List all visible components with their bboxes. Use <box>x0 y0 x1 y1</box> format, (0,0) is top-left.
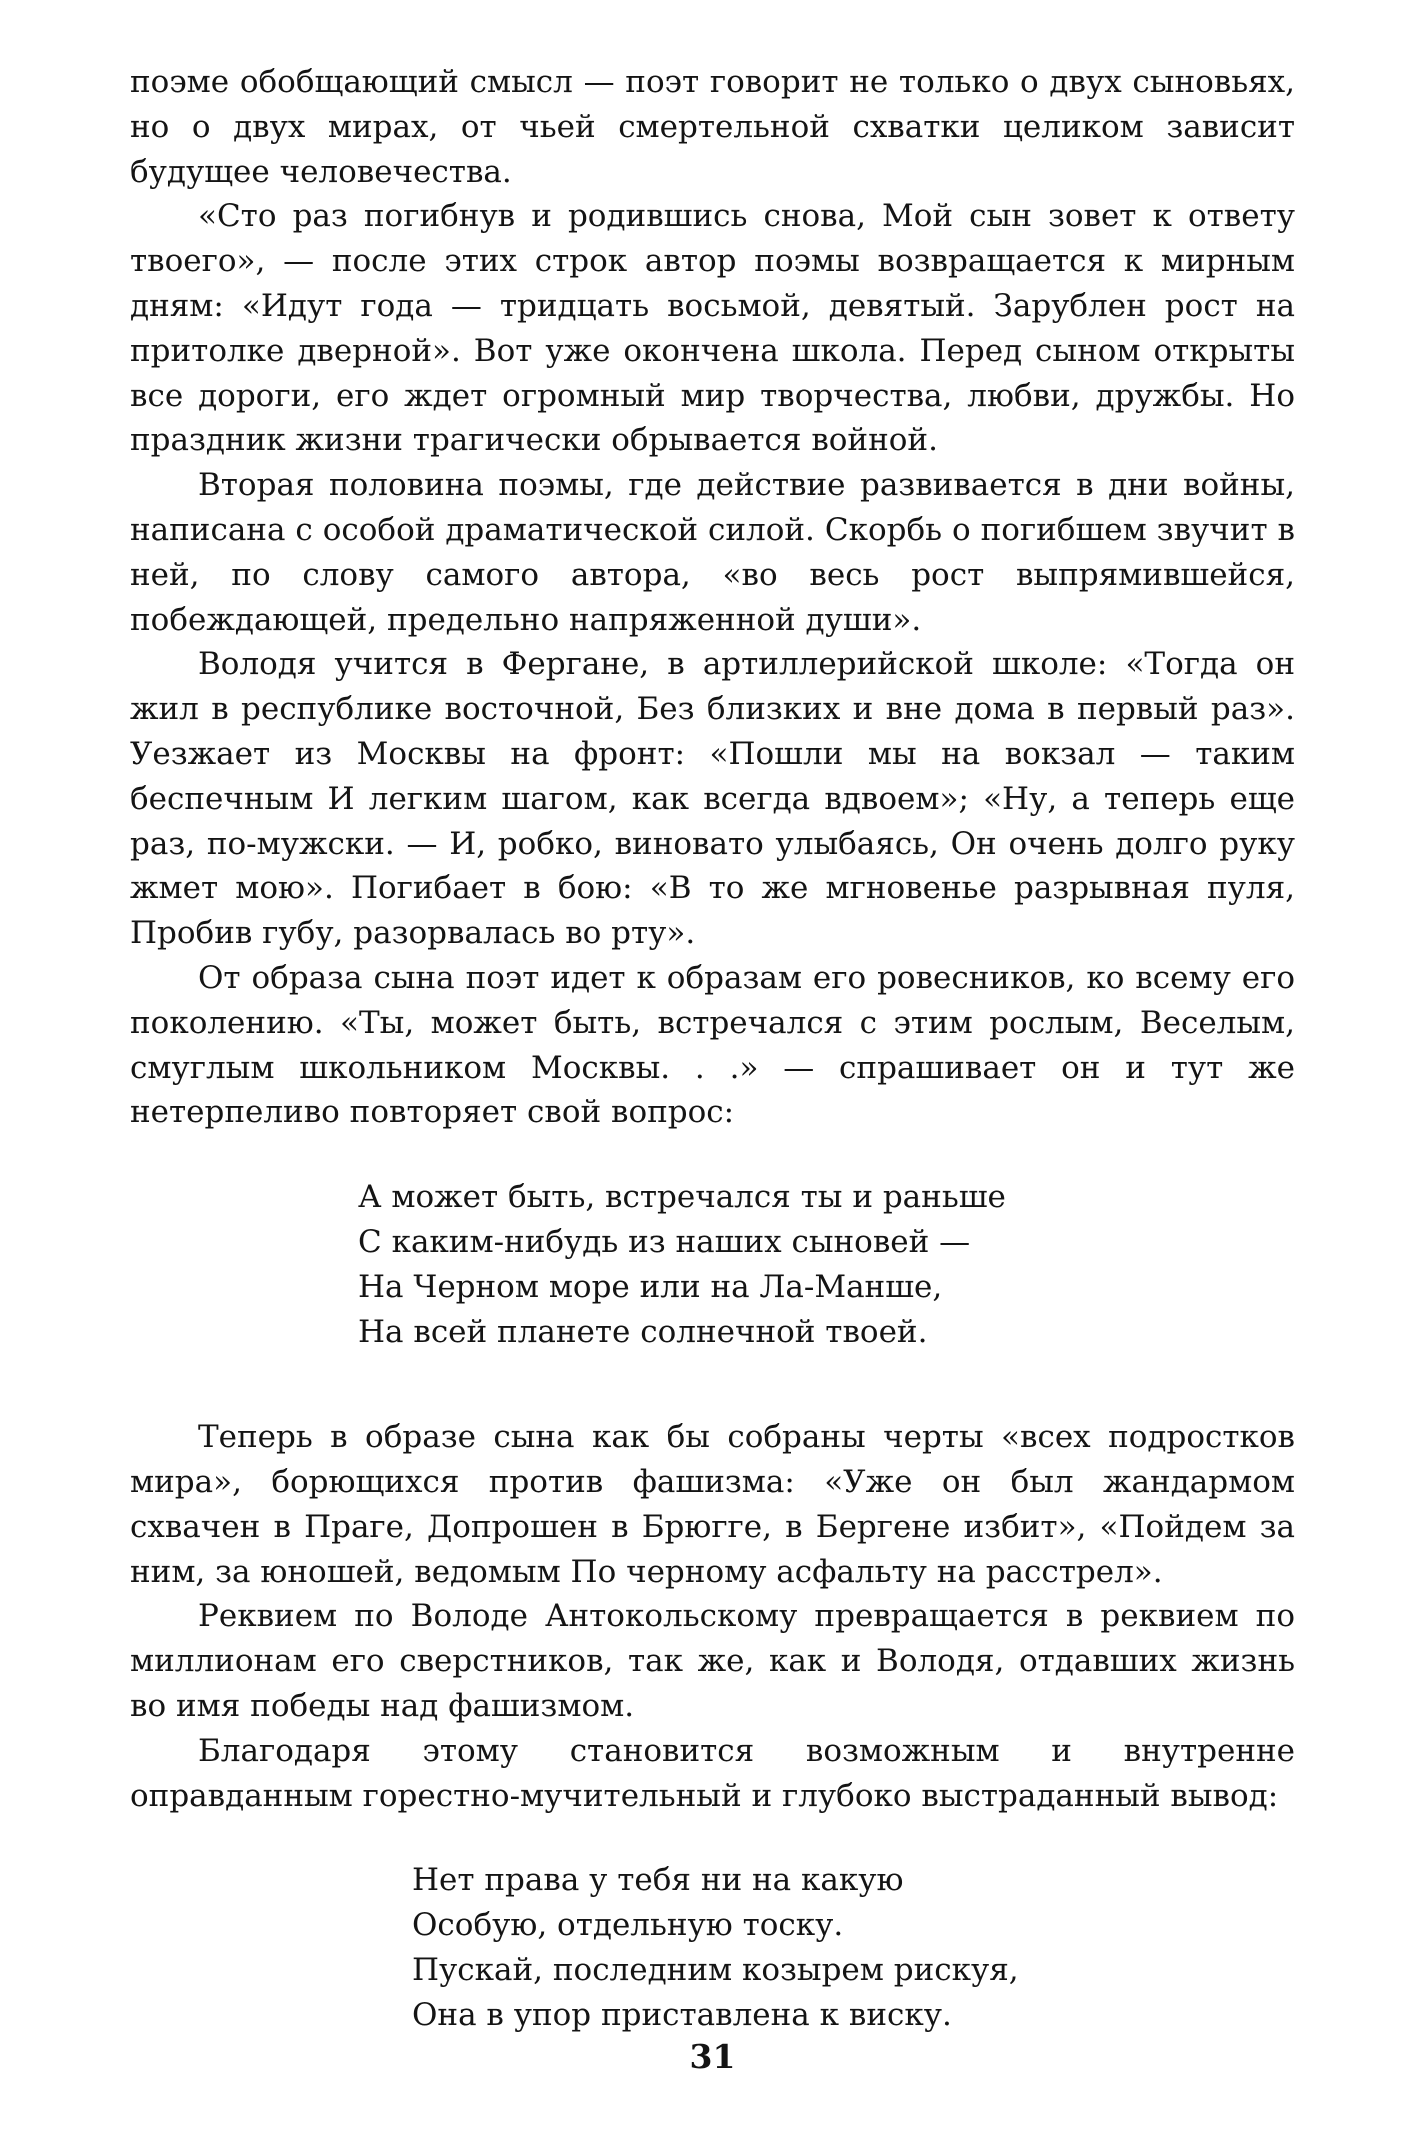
page-number: 31 <box>689 2037 736 2076</box>
verse-line: Особую, отдельную тоску. <box>412 1907 844 1944</box>
verse-quote <box>130 1175 1295 1355</box>
verse-line: На Черном море или на Ла-Манше, <box>358 1269 943 1306</box>
verse-line: А может быть, встречался ты и раньше <box>358 1179 1006 1216</box>
paragraph: Благодаря этому становится возможным и внутренне оправданным горестно-мучительный и глубоко выстраданный вывод: <box>130 1732 1295 1814</box>
verse-line: С каким-нибудь из наших сыновей — <box>358 1224 971 1261</box>
page-body <box>130 60 1295 2038</box>
paragraph: Реквием по Володе Антокольскому превращается в реквием по миллионам его сверстников, так же, как и Володя, отдавших жизнь во имя победы над фашизмом. <box>130 1598 1295 1724</box>
paragraph: Теперь в образе сына как бы собраны черты «всех подростков мира», борющихся против фашизма: «Уже он был жандармом схвачен в Праге, Допрошен в Брюгге, в Бергене избит», «Пойдем за ним, за юношей, ведомым По черному асфальту на расстрел». <box>130 1419 1295 1590</box>
paragraph-continuation: поэме обобщающий смысл — поэт говорит не только о двух сыновьях, но о двух мирах, от чьей смертельной схватки целиком зависит будущее человечества. <box>130 64 1295 190</box>
paragraph: «Сто раз погибнув и родившись снова, Мой сын зовет к ответу твоего», — после этих строк автор поэмы возвращается к мирным дням: «Идут года — тридцать восьмой, девятый. Зарублен рост на притолке дверной». Вот уже окончена школа. Перед сыном открыты все дороги, его ждет огромный мир творчества, любви, дружбы. Но праздник жизни трагически обрывается войной. <box>130 198 1295 459</box>
paragraph: От образа сына поэт идет к образам его ровесников, ко всему его поколению. «Ты, может быть, встречался с этим рослым, Веселым, смуглым школьником Москвы. . .» — спрашивает он и тут же нетерпеливо повторяет свой вопрос: <box>130 959 1295 1131</box>
verse-line: Нет права у тебя ни на какую <box>412 1862 904 1899</box>
paragraph: Володя учится в Фергане, в артиллерийской школе: «Тогда он жил в республике восточной, Без близких и вне дома в первый раз». Уезжает из Москвы на фронт: «Пошли мы на вокзал — таким беспечным И легким шагом, как всегда вдвоем»; «Ну, а теперь еще раз, по-мужски. — И, робко, виновато улыбаясь, Он очень долго руку жмет мою». Погибает в бою: «В то же мгновенье разрывная пуля, Пробив губу, разорвалась во рту». <box>130 646 1295 952</box>
verse-line: Пускай, последним козырем рискуя, <box>412 1952 1019 1989</box>
verse-quote <box>130 1858 1295 2038</box>
paragraph: Вторая половина поэмы, где действие развивается в дни войны, написана с особой драматической силой. Скорбь о погибшем звучит в ней, по слову самого автора, «во весь рост выпрямившейся, побеждающей, предельно напряженной души». <box>130 467 1295 638</box>
verse-line: Она в упор приставлена к виску. <box>412 1997 952 2034</box>
verse-line: На всей планете солнечной твоей. <box>358 1314 928 1351</box>
